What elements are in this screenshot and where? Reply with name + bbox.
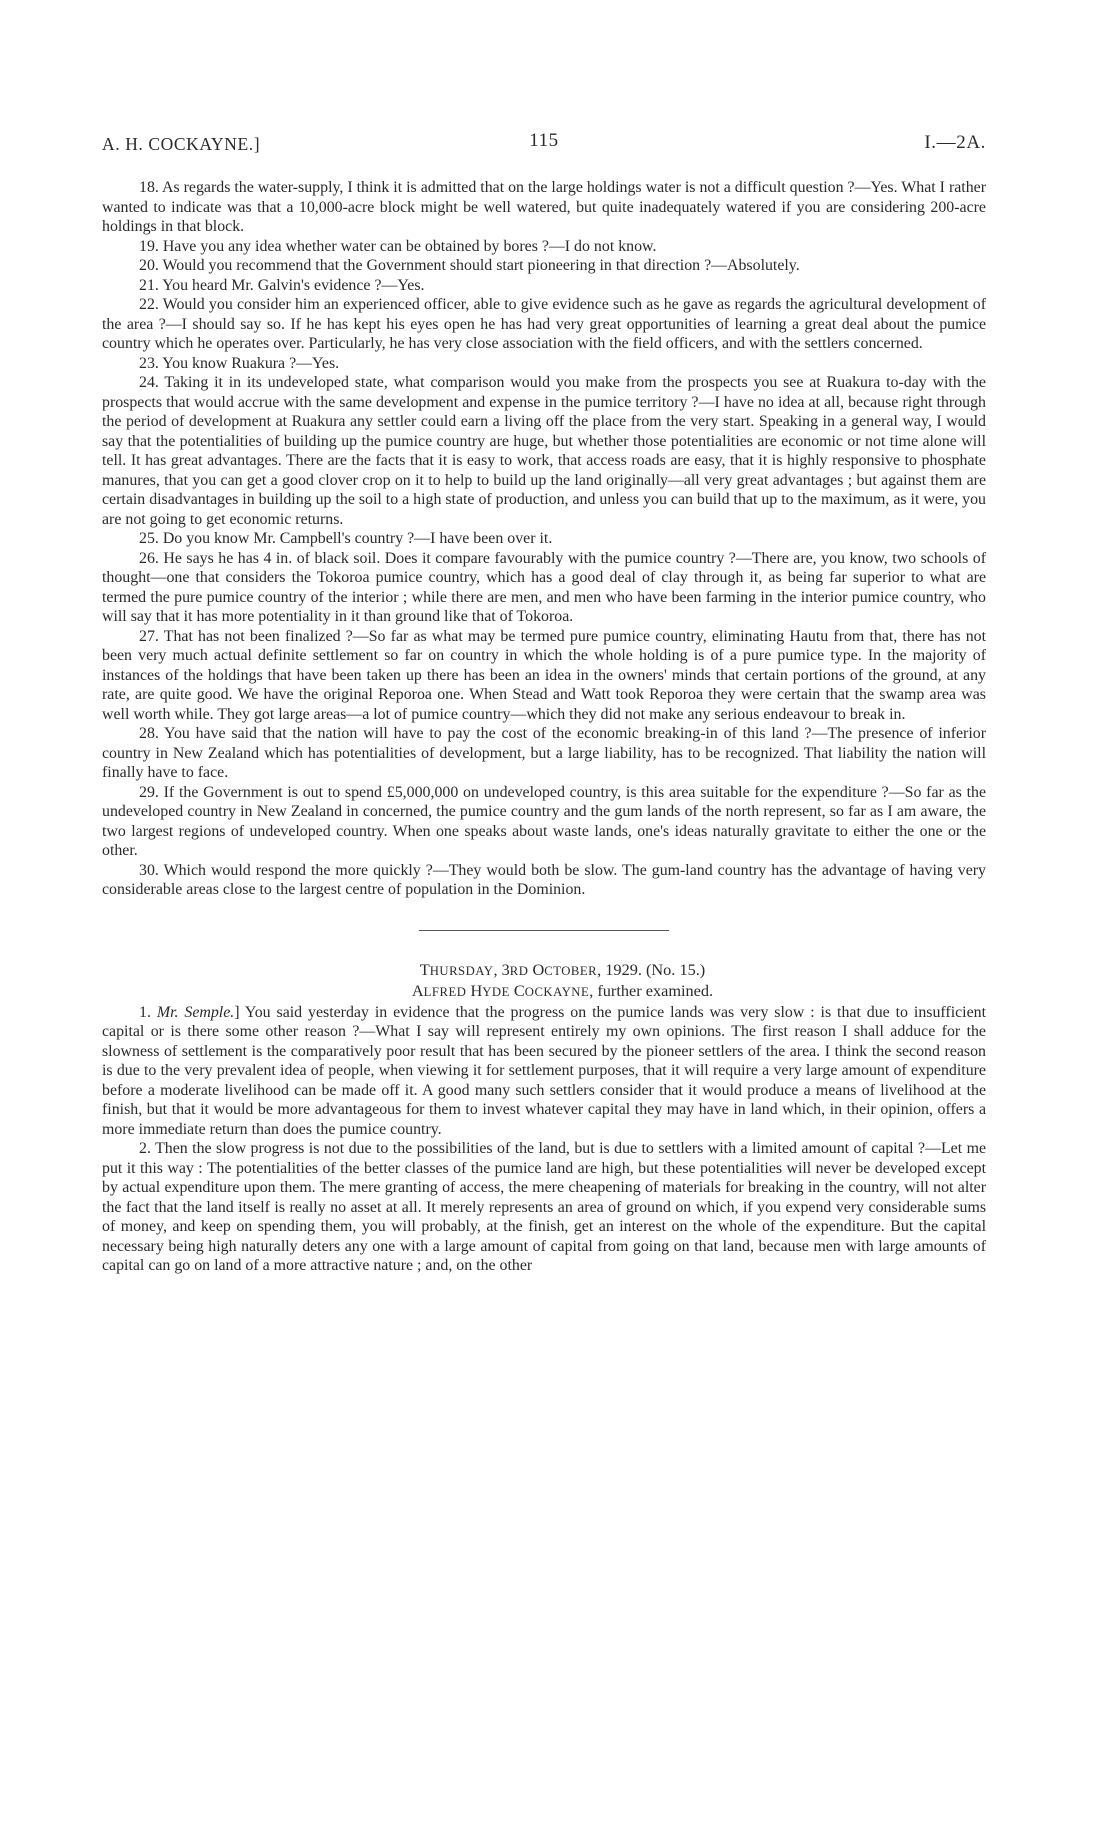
witness-suffix: , further examined.: [589, 981, 714, 1000]
witness-name-initial: A: [411, 981, 424, 1000]
paragraph-new-q2: 2. Then the slow progress is not due to the possibilities of the land, but is due to settlers with a limited amount of capital ?—Let me put it this way : The potentialities of the better classes of the pumice land are high, but these potentialities will never be developed except by actual expenditure upon them. The mere granting of access, the mere cheapening of materials for breaking in the country, will not alter the fact that the land itself is really no asset at all. It merely represents an area of ground on which, if you expend very considerable sums of money, and keep on spending them, you will probably, at the finish, get an interest on the whole of the expenditure. But the capital necessary being high naturally deters any one with a large amount of capital from going on that land, because men with large amounts of capital can go on land of a more attractive nature ; and, on the other: [102, 1140, 986, 1274]
witness-heading: [102, 981, 986, 1003]
page-header: [102, 130, 986, 158]
page-body: [102, 178, 986, 1276]
paragraph-q27: 27. That has not been finalized ?—So far as what may be termed pure pumice country, eliminating Hautu from that, there has not been very much actual definite settlement so far on country in which the whole holding is of a pure pumice type. In the majority of instances of the holdings that have been taken up there has been an idea in the owners' minds that certain portions of the ground, at any rate, are quite good. We have the original Reporoa one. When Stead and Watt took Reporoa they were certain that the swamp area was well worth while. They got large areas—a lot of pumice country—which they did not make any serious endeavour to break in.: [102, 627, 986, 723]
paragraph-q30: 30. Which would respond the more quickly ?—They would both be slow. The gum-land country has the advantage of having very considerable areas close to the largest centre of population in the Dominion.: [102, 861, 986, 898]
header-author: A. H. COCKAYNE.]: [102, 134, 261, 154]
witness-name-rest: LFRED: [423, 985, 467, 999]
paragraph-q19: 19. Have you any idea whether water can be obtained by bores ?—I do not know.: [139, 237, 657, 255]
paragraph-q18: 18. As regards the water-supply, I think it is admitted that on the large holdings water is not a difficult question ?—Yes. What I rather wanted to indicate was that a 10,000-acre block might be well watered, but quite inadequately watered if you are considering 200-acre holdings in that block.: [102, 179, 986, 235]
witness-middle-initial: H: [466, 981, 483, 1000]
page-number: 115: [529, 130, 559, 151]
paragraph-new-q1: [102, 1003, 986, 1140]
heading-month-initial: O: [528, 959, 545, 979]
paragraph-q25: 25. Do you know Mr. Campbell's country ?—I have been over it.: [139, 530, 553, 547]
heading-month-rest: CTOBER: [544, 963, 598, 978]
heading-date-ordinal: RD: [509, 963, 529, 978]
heading-year-number: , 1929. (No. 15.): [597, 959, 706, 979]
q1-number: 1.: [139, 1003, 157, 1021]
paragraph-q28: 28. You have said that the nation will have to pay the cost of the economic breaking-in of this land ?—The presence of inferior country in New Zealand which has potentialities of development, but a large liability, has to be recognized. That liability the nation will finally have to face.: [102, 725, 986, 781]
paragraph-q24: 24. Taking it in its undeveloped state, what comparison would you make from the prospects you see at Ruakura to-day with the prospects that would accrue with the same development and expense in the pumice territory ?—I have no idea at all, because right through the period of development at Ruakura any settler could earn a living off the place from the very start. Speaking in a general way, I would say that the potentialities of building up the pumice country are huge, but whether those potentialities are economic or not time alone will tell. It has great advantages. There are the facts that it is easy to work, that access roads are easy, that it is highly responsive to phosphate manures, that you can get a good clover crop on it to help to build up the land originally—all very great advantages ; but against them are certain disadvantages in building up the soil to a high state of production, and unless you can build that up to the maximum, as it were, you are not going to get economic returns.: [102, 374, 986, 528]
section-date-heading: [102, 960, 986, 982]
paragraph-q21: 21. You heard Mr. Galvin's evidence ?—Yes.: [139, 276, 425, 294]
paragraph-q29: 29. If the Government is out to spend £5,000,000 on undeveloped country, is this area suitable for the expenditure ?—So far as the undeveloped country in New Zealand in concerned, the pumice country and the gum lands of the north represent, so far as I am aware, the two largest regions of undeveloped country. When one speaks about waste lands, one's ideas naturally gravitate to either the one or the other.: [102, 783, 986, 859]
paragraph-q22: 22. Would you consider him an experienced officer, able to give evidence such as he gave as regards the agricultural development of the area ?—I should say so. If he has kept his eyes open he has had very great opportunities of learning a great deal about the pumice country which he operates over. Particularly, he has very close association with the field officers, and with the settlers concerned.: [102, 296, 986, 352]
document-reference: I.—2A.: [924, 132, 986, 153]
witness-surname-rest: OCKAYNE: [524, 985, 590, 999]
paragraph-q26: 26. He says he has 4 in. of black soil. Does it compare favourably with the pumice country ?—There are, you know, two schools of thought—one that considers the Tokoroa pumice country, which has a good deal of clay through it, as being far superior to what are termed the pure pumice country of the interior ; while there are men, and men who have been farming in the interior pumice country, who will say that it has more potentiality in it than ground like that of Tokoroa.: [102, 549, 986, 625]
heading-day-rest: HURSDAY: [429, 963, 494, 978]
q1-speaker: Mr. Semple.: [156, 1003, 235, 1021]
section-divider: [419, 930, 669, 931]
witness-surname-initial: C: [509, 981, 525, 1000]
paragraph-q23: 23. You know Ruakura ?—Yes.: [139, 354, 340, 372]
heading-day-initial: T: [419, 959, 430, 979]
q1-text: ] You said yesterday in evidence that the progress on the pumice lands was very slow : is that due to insufficient capital or is there some other reason ?—What I say will represent entirely my own opinions. The first reason I shall adduce for the slowness of settlement is the comparatively poor result that has been secured by the pioneer settlers of the area. I think the second reason is due to the very prevalent idea of people, when viewing it for settlement purposes, that it will require a very large amount of expenditure before a moderate livelihood can be made off it. A good many such settlers consider that it would produce a means of livelihood at the finish, but that it would be more advantageous for them to invest whatever capital they may have in land which, in their opinion, offers a more immediate return than does the pumice country.: [102, 1003, 986, 1138]
heading-date-part: , 3: [493, 959, 510, 979]
witness-middle-rest: YDE: [482, 985, 510, 999]
paragraph-q20: 20. Would you recommend that the Government should start pioneering in that direction ?—Absolutely.: [139, 257, 800, 274]
